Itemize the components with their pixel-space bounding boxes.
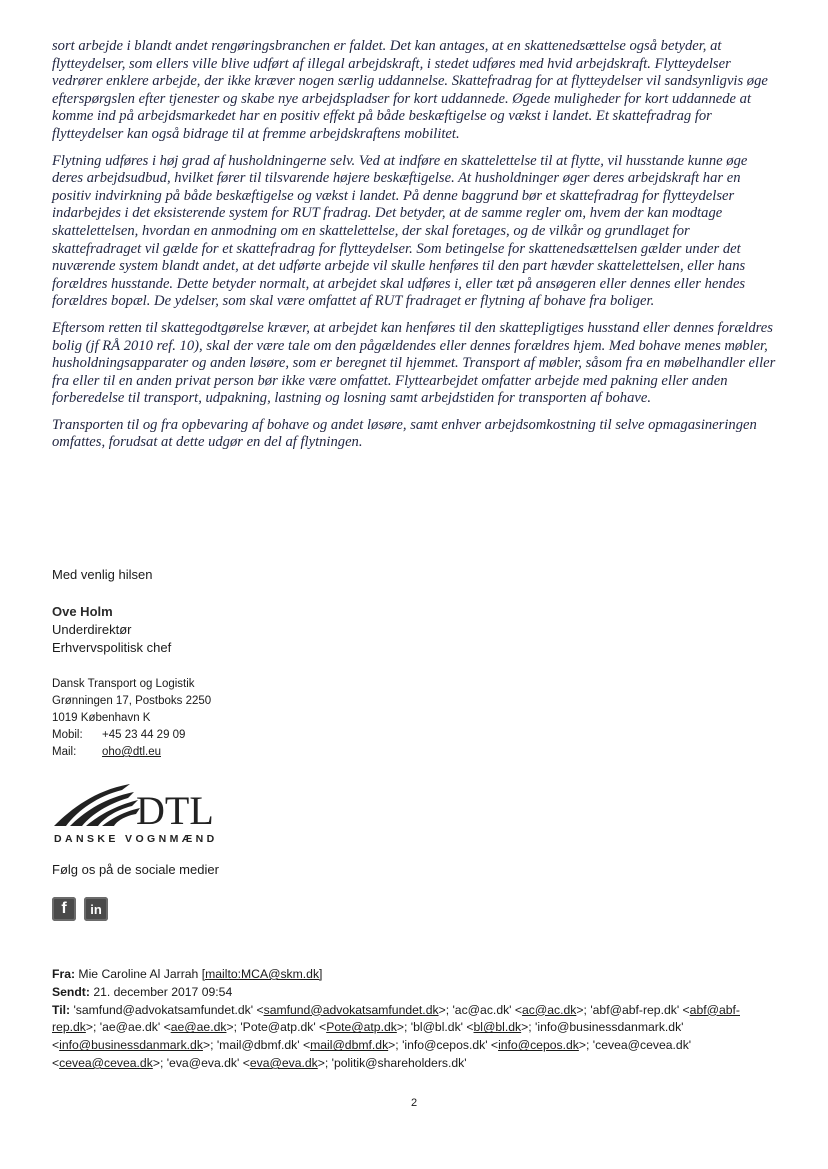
- mail-row: [52, 744, 211, 761]
- email-to-row: [52, 1002, 778, 1073]
- mail-link[interactable]: oho@dtl.eu: [102, 746, 161, 758]
- body-paragraph-4: Transporten til og fra opbevaring af bohave og andet løsøre, samt enhver arbejdsomkostning til selve opmagasineringen omfattes, forudsat at dette udgør en del af flytningen.: [52, 416, 757, 451]
- social-links: [52, 897, 108, 921]
- closing-line: Med venlig hilsen: [52, 567, 153, 582]
- facebook-icon[interactable]: f: [52, 897, 76, 921]
- from-name: Mie Caroline Al Jarrah: [78, 967, 199, 981]
- city-address: 1019 København K: [52, 712, 151, 724]
- recipient-email-link[interactable]: mail@dbmf.dk: [310, 1038, 389, 1053]
- recipient-email-link[interactable]: cevea@cevea.dk: [59, 1055, 153, 1070]
- recipient-name: 'bl@bl.dk': [410, 1020, 464, 1035]
- from-label: Fra:: [52, 967, 76, 981]
- dtl-logo: [52, 780, 252, 846]
- address-block: [52, 676, 211, 761]
- page-number: 2: [410, 1097, 418, 1109]
- recipient-name: 'cevea@cevea.dk': [592, 1038, 692, 1053]
- logo-wordmark: DTL: [136, 788, 214, 833]
- recipient-email-link[interactable]: ac@ac.dk: [522, 1002, 577, 1017]
- street-address: Grønningen 17, Postboks 2250: [52, 695, 212, 707]
- signer-name: Ove Holm: [52, 604, 113, 619]
- body-paragraph-2: Flytning udføres i høj grad af husholdningerne selv. Ved at indføre en skattelettelse til at flytte, vil husstande kunne øge deres arbejdsudbud, hvilket fører til tilsvarende højere beskæftigelse. At husholdninger øger deres arbejdskraft har en positiv indvirkning på både beskæftigelse og vækst i landet. På denne baggrund bør et skattefradrag for flytteydelser indarbejdes i det eksisterende system for RUT fradrag. Det betyder, at de samme regler om, hvem der kan modtage skattelettelsen, hvordan en anmodning om en skattelettelse, der skal foretages, og de vilkår og grundlaget for skattefradraget vil gælde for et skattefradrag for flytteydelser. Som betingelse for skattenedsættelsen gælder under det nuværende system blandt andet, at det udførte arbejde vil skulle henføres til den part hævder skattelettelsen, eller hans forældres husstande. Dette betyder normalt, at arbejdet skal udføres i, eller tæt på ansøgeren eller dennes eller hendes forældres bopæl. De ydelser, som skal være omfattet af RUT fradraget er flytning af bohave fra boliger.: [52, 152, 748, 310]
- recipient-email-link[interactable]: samfund@advokatsamfundet.dk: [263, 1002, 439, 1017]
- recipient-email-link[interactable]: bl@bl.dk: [473, 1020, 522, 1035]
- mail-label: Mail:: [52, 746, 77, 758]
- logo-tagline: DANSKE VOGNMÆND: [54, 833, 218, 845]
- sent-label: Sendt:: [52, 984, 90, 999]
- body-paragraph-1: sort arbejde i blandt andet rengøringsbranchen er faldet. Det kan antages, at en skattenedsættelse også betyder, at flytteydelser, som ellers ville blive udført af illegal arbejdskraft, i stedet udføres med hvid arbejdskraft. Flytteydelser vedrører enklere arbejde, der ikke kræver nogen særlig uddannelse. Skattefradrag for at flytteydelser vil sandsynligvis øge efterspørgslen efter tjenester og skabe nye arbejdspladser for kort uddannede. Øgede muligheder for kort uddannede at komme ind på arbejdsmarkedet har en positiv effekt på både beskæftigelse og vækst i landet. Et skattefradrag for flytteydelser kan også bidrage til at fremme arbejdskraftens mobilitet.: [52, 38, 768, 142]
- signer-title-2: Erhvervspolitisk chef: [52, 640, 172, 655]
- recipient-email-link[interactable]: info@businessdanmark.dk: [59, 1038, 203, 1053]
- recipient-email-link[interactable]: eva@eva.dk: [249, 1055, 318, 1070]
- linkedin-icon[interactable]: in: [84, 897, 108, 921]
- mobile-row: [52, 727, 211, 744]
- email-from-row: [52, 966, 778, 984]
- recipient-email-link[interactable]: ae@ae.dk: [170, 1020, 227, 1035]
- org-name: Dansk Transport og Logistik: [52, 678, 195, 690]
- letter-body: [52, 38, 782, 461]
- mobile-label: Mobil:: [52, 729, 83, 741]
- recipient-name: 'Pote@atp.dk': [240, 1020, 316, 1035]
- recipient-email-link[interactable]: Pote@atp.dk: [326, 1020, 397, 1035]
- signer-title-1: Underdirektør: [52, 622, 132, 637]
- mobile-number: +45 23 44 29 09: [102, 729, 186, 741]
- recipient-name: 'info@cepos.dk': [402, 1038, 488, 1053]
- signature-block: [52, 603, 171, 657]
- from-mailto-link[interactable]: [mailto:MCA@skm.dk]: [201, 967, 323, 981]
- recipient-name: 'info@businessdanmark.dk': [535, 1020, 684, 1035]
- recipient-name: 'ae@ae.dk': [99, 1020, 161, 1035]
- recipient-name: 'eva@eva.dk': [166, 1055, 240, 1070]
- email-sent-row: [52, 984, 778, 1002]
- recipient-name: 'ac@ac.dk': [452, 1002, 512, 1017]
- logo-swoosh-icon: [54, 784, 140, 826]
- recipient-name: 'abf@abf-rep.dk': [590, 1002, 680, 1017]
- body-paragraph-3: Eftersom retten til skattegodtgørelse kræver, at arbejdet kan henføres til den skattepligtiges husstand eller dennes forældres bolig (jf RÅ 2010 ref. 10), skal der være tale om den pågældendes eller dennes forældres hjem. Med bohave menes møbler, husholdningsapparater og anden løsøre, som er beregnet til hjemmet. Transport af møbler, såsom fra en møbelhandler eller fra eller til en anden privat person bør ikke være omfattet. Flyttearbejdet omfatter arbejde med pakning eller anden forberedelse til transport, udpakning, lastning og losning samt arbejdstiden for transporten af bohave.: [52, 319, 776, 407]
- recipient-name: 'politik@shareholders.dk': [331, 1055, 467, 1070]
- to-label: Til:: [52, 1002, 71, 1017]
- recipient-name: 'samfund@advokatsamfundet.dk': [73, 1002, 254, 1017]
- sent-datetime: 21. december 2017 09:54: [93, 984, 233, 999]
- social-title: Følg os på de sociale medier: [52, 862, 219, 877]
- recipient-list: 'samfund@advokatsamfundet.dk' <samfund@advokatsamfundet.dk>; 'ac@ac.dk' <ac@ac.dk>; 'abf@abf-rep.dk' <abf@abf-rep.dk>; 'ae@ae.dk' <ae@ae.dk>; 'Pote@atp.dk' <Pote@atp.dk>; 'bl@bl.dk' <bl@bl.dk>; 'info@businessdanmark.dk' <info@businessdanmark.dk>; 'mail@dbmf.dk' <mail@dbmf.dk>; 'info@cepos.dk' <info@cepos.dk>; 'cevea@cevea.dk' <cevea@cevea.dk>; 'eva@eva.dk' <eva@eva.dk>; 'politik@shareholders.dk': [52, 1002, 740, 1070]
- email-header: [52, 966, 778, 1073]
- recipient-email-link[interactable]: info@cepos.dk: [498, 1038, 579, 1053]
- recipient-email-link[interactable]: abf@abf-rep.dk: [52, 1002, 740, 1035]
- recipient-name: 'mail@dbmf.dk': [216, 1038, 300, 1053]
